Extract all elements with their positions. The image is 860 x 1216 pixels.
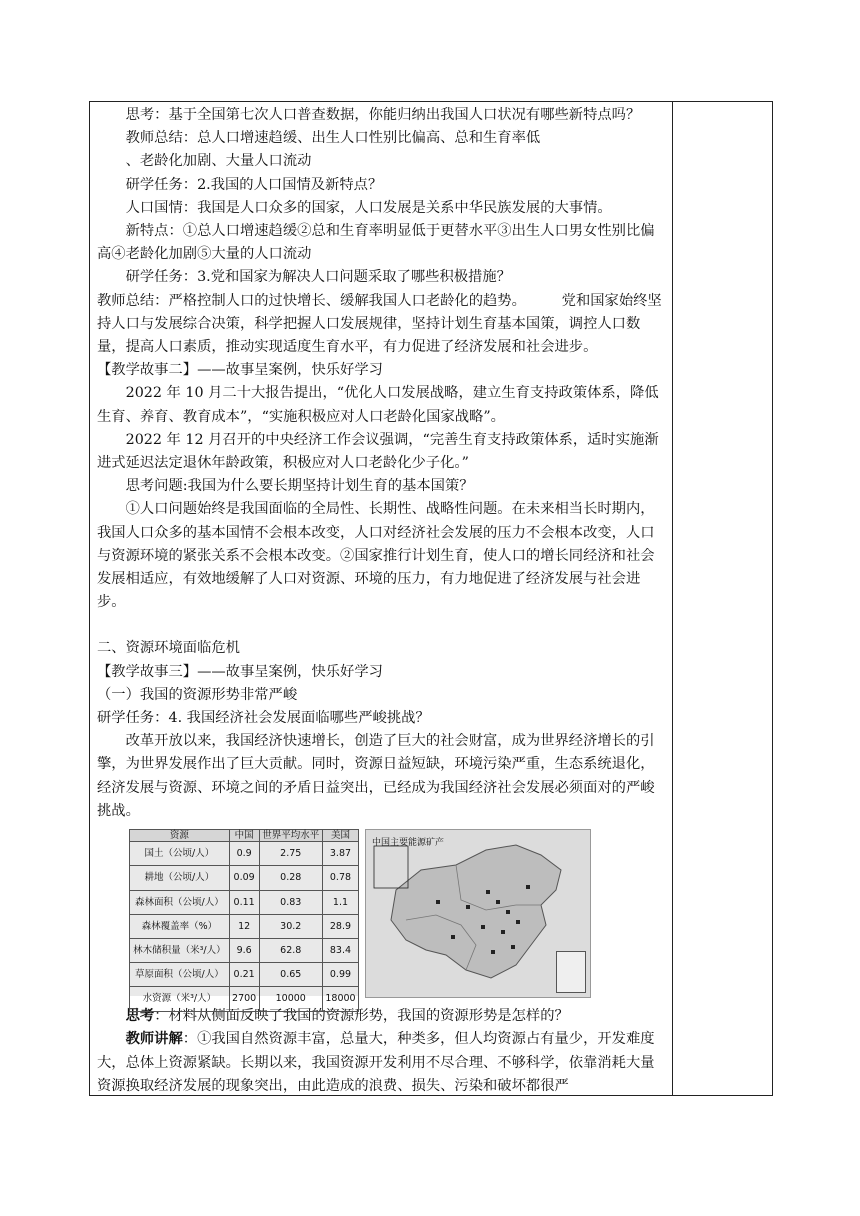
text-line: （一）我国的资源形势非常严峻 [97,686,298,703]
lesson-content [97,104,667,1098]
table-cell: 0.78 [322,866,358,890]
china-energy-minerals-map [365,829,591,998]
south-china-sea-inset [556,951,586,993]
table-header: 资源 [130,830,230,842]
table-cell: 28.9 [322,914,358,938]
table-cell: 0.09 [229,866,259,890]
table-cell: 30.2 [259,914,322,938]
table-cell: 2700 [229,987,259,1011]
table-cell: 0.65 [259,963,322,987]
section-heading: 二、资源环境面临危机 [97,640,240,657]
text-line: 思考：基于全国第七次人口普查数据，你能归纳出我国人口状况有哪些新特点吗？ [125,107,641,123]
table-cell: 草原面积（公顷/人） [130,963,230,987]
table-header: 世界平均水平 [259,830,322,842]
table-cell: 62.8 [259,938,322,962]
text-line: 2022 年 10 月二十大报告提出，“优化人口发展战略，建立生育支持政策体系，降低生育、养育、教育成本”，“实施积极应对人口老龄化国家战略”。 [97,385,659,425]
table-row [130,866,359,890]
table-cell: 0.99 [322,963,358,987]
resource-comparison-table [129,829,359,1005]
table-cell: 10000 [259,987,322,1011]
text-line: 教师总结：总人口增速趋缓、出生人口性别比偏高、总和生育率低 [125,130,541,147]
table-cell: 83.4 [322,938,358,962]
table-cell: 0.28 [259,866,322,890]
text-span: ：材料从侧面反映了我国的资源形势，我国的资源形势是怎样的？ [154,1008,569,1025]
text-line: 研学任务：3.党和国家为解决人口问题采取了哪些积极措施？ [125,269,511,286]
table-row [130,890,359,914]
table-row [130,842,359,866]
map-title: 中国主要能源矿产 [372,838,445,849]
text-line [97,1028,667,1098]
text-line: 改革开放以来，我国经济快速增长，创造了巨大的社会财富，成为世界经济增长的引擎，为世界发展作出了巨大贡献。同时，资源日益短缺，环境污染严重，生态系统退化，经济发展与资源、环境之间的矛盾日益突出，已经成为我国经济社会发展必须面对的严峻挑战。 [97,733,655,819]
table-cell: 耕地（公顷/人） [130,866,230,890]
text-line: 教师总结：严格控制人口的过快增长、缓解我国人口老龄化的趋势。 党和国家始终坚持人口与发展综合决策，科学把握人口发展规律，坚持计划生育基本国策，调控人口数量，提高人口素质，推动实现适度生育水平，有力促进了经济发展和社会进步。 [97,292,662,356]
table-cell: 水资源（米³/人） [130,987,230,1011]
section-heading: 【教学故事二】——故事呈案例，快乐好学习 [97,362,383,379]
text-span: ：①我国自然资源丰富，总量大，种类多，但人均资源占有量少，开发难度大，总体上资源紧缺。长期以来，我国资源开发利用不尽合理、不够科学，依靠消耗大量资源换取经济发展的现象突出，由此造成的浪费、损失、污染和破坏都很严 [97,1031,655,1094]
table-cell: 12 [229,914,259,938]
table-cell: 0.83 [259,890,322,914]
column-divider [672,101,673,1096]
table-header: 中国 [229,830,259,842]
label-teacher: 教师讲解 [125,1031,183,1048]
label-think: 思考 [125,1008,155,1025]
table-row [130,987,359,1011]
table-cell: 0.9 [229,842,259,866]
table-cell: 1.1 [322,890,358,914]
table-cell: 0.11 [229,890,259,914]
table-cell: 0.21 [229,963,259,987]
text-line: 研学任务：4. 我国经济社会发展面临哪些严峻挑战？ [97,710,430,727]
text-line: 研学任务：2.我国的人口国情及新特点？ [125,176,383,193]
table-row [130,938,359,962]
text-line: 、老龄化加剧、大量人口流动 [125,153,312,170]
table-cell: 森林覆盖率（%） [130,914,230,938]
table-cell: 森林面积（公顷/人） [130,890,230,914]
table-cell: 18000 [322,987,358,1011]
table-cell: 9.6 [229,938,259,962]
text-line: 人口国情：我国是人口众多的国家，人口发展是关系中华民族发展的大事情。 [125,199,612,216]
table-header: 美国 [322,830,358,842]
table-row [130,914,359,938]
table-cell: 林木储积量（米³/人） [130,938,230,962]
text-line: ①人口问题始终是我国面临的全局性、长期性、战略性问题。在未来相当长时期内，我国人口众多的基本国情不会根本改变，人口对经济社会发展的压力不会根本改变，人口与资源环境的紧张关系不会根本改变。②国家推行计划生育，使人口的增长同经济和社会发展相适应，有效地缓解了人口对资源、环境的压力，有力地促进了经济发展与社会进步。 [97,501,655,611]
text-line: 2022 年 12 月召开的中央经济工作会议强调，“完善生育支持政策体系，适时实施渐进式延迟法定退休年龄政策，积极应对人口老龄化少子化。” [97,431,659,472]
text-line: 思考问题:我国为什么要长期坚持计划生育的基本国策？ [125,478,474,495]
figures-row [97,829,667,1003]
text-line: 新特点：①总人口增速趋缓②总和生育率明显低于更替水平③出生人口男女性别比偏高④老龄化加剧⑤大量的人口流动 [97,223,655,263]
table-cell: 2.75 [259,842,322,866]
table-cell: 国土（公顷/人） [130,842,230,866]
table-cell: 3.87 [322,842,358,866]
section-heading: 【教学故事三】——故事呈案例，快乐好学习 [97,663,383,680]
table-row [130,963,359,987]
